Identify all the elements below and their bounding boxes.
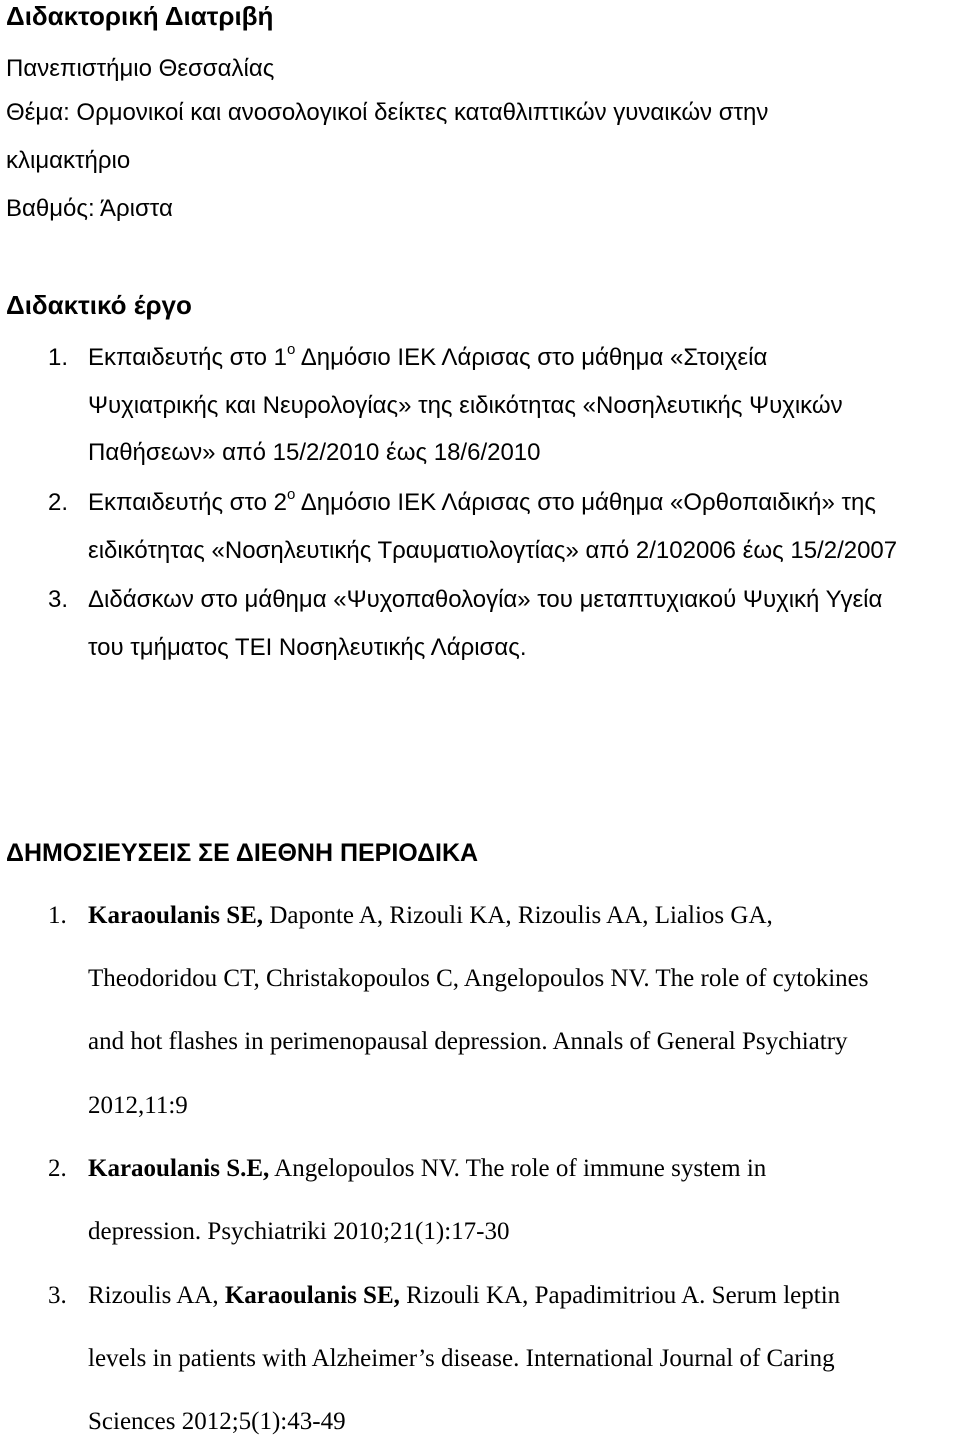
thesis-university: Πανεπιστήμιο Θεσσαλίας xyxy=(6,55,275,82)
publication-line2: Theodoridou CT, Christakopoulos C, Angelopoulos NV. The role of cytokines xyxy=(88,965,869,992)
publication-line2: levels in patients with Alzheimer’s disease. International Journal of Caring xyxy=(88,1345,835,1372)
publication-line2: depression. Psychiatriki 2010;21(1):17-30 xyxy=(88,1218,510,1245)
publication-number: 3. xyxy=(48,1282,67,1309)
thesis-heading: Διδακτορική Διατριβή xyxy=(6,1,274,31)
thesis-topic-line2: κλιμακτήριο xyxy=(6,147,131,174)
thesis-topic-line1: Θέμα: Ορμονικοί και ανοσολογικοί δείκτες καταθλιπτικών γυναικών στην xyxy=(6,99,769,126)
publication-line4: 2012,11:9 xyxy=(88,1092,188,1119)
teaching-item-line2: Ψυχιατρικής και Νευρολογίας» της ειδικότητας «Νοσηλευτικής Ψυχικών xyxy=(88,392,843,419)
teaching-item-number: 1. xyxy=(48,344,69,371)
publication-line3: and hot flashes in perimenopausal depression. Annals of General Psychiatry xyxy=(88,1028,848,1055)
teaching-item-number: 3. xyxy=(48,586,69,613)
publications-heading: ΔΗΜΟΣΙΕΥΣΕΙΣ ΣΕ ΔΙΕΘΝΗ ΠΕΡΙΟΔΙΚΑ xyxy=(6,839,479,867)
teaching-item-line1: Εκπαιδευτής στο $1^o$ Δημόσιο ΙΕΚ Λάρισας στο μάθημα «Στοιχεία xyxy=(88,341,768,371)
teaching-item-line2: ειδικότητας «Νοσηλευτικής Τραυματιολογτίας» από 2/102006 έως 15/2/2007 xyxy=(88,537,898,564)
teaching-heading: Διδακτικό έργο xyxy=(6,290,192,320)
publication-number: 1. xyxy=(48,902,67,929)
teaching-item-line2: του τμήματος ΤΕΙ Νοσηλευτικής Λάρισας. xyxy=(88,634,527,661)
publication-line1: Karaoulanis SE, Daponte A, Rizouli KA, Rizoulis AA, Lialios GA, xyxy=(88,902,773,929)
teaching-item-line1: Εκπαιδευτής στο $2^o$ Δημόσιο ΙΕΚ Λάρισας στο μάθημα «Ορθοπαιδική» της xyxy=(88,486,876,516)
teaching-item-line3: Παθήσεων» από 15/2/2010 έως 18/6/2010 xyxy=(88,439,541,466)
thesis-grade: Βαθμός: Άριστα xyxy=(6,195,173,222)
teaching-item-line1: Διδάσκων στο μάθημα «Ψυχοπαθολογία» του μεταπτυχιακού Ψυχική Υγεία xyxy=(88,586,883,613)
teaching-item-number: 2. xyxy=(48,489,69,516)
publication-line1: Karaoulanis S.E, Angelopoulos NV. The role of immune system in xyxy=(88,1155,767,1182)
publication-line1: Rizoulis AA, Karaoulanis SE, Rizouli KA, Papadimitriou A. Serum leptin xyxy=(88,1282,841,1309)
publication-line3: Sciences 2012;5(1):43-49 xyxy=(88,1408,346,1435)
publication-number: 2. xyxy=(48,1155,67,1182)
